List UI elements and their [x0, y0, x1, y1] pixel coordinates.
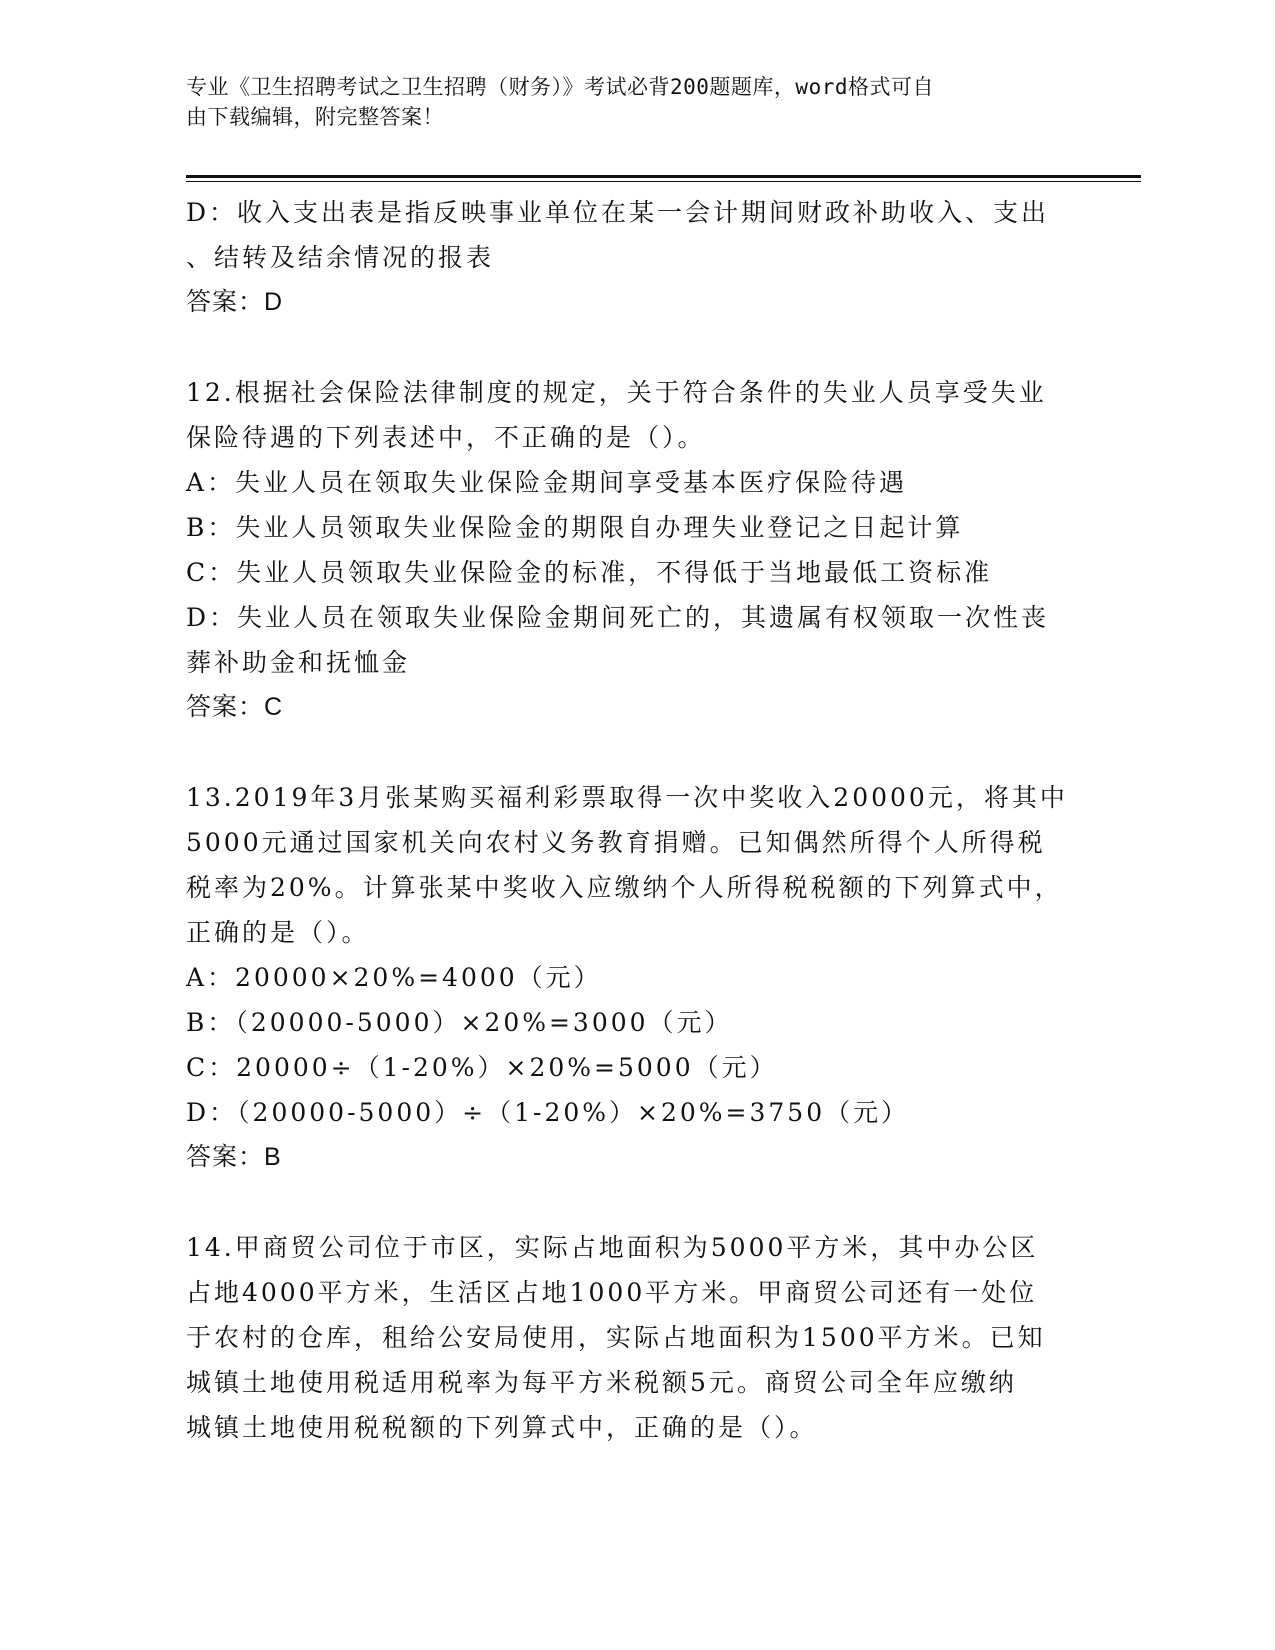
answer-line: 答案：D: [186, 288, 284, 316]
option-c: C：失业人员领取失业保险金的标准，不得低于当地最低工资标准: [186, 558, 993, 587]
question-stem-line-2: 5000元通过国家机关向农村义务教育捐赠。已知偶然所得个人所得税: [186, 828, 1046, 857]
question-stem-line-2: 占地4000平方米，生活区占地1000平方米。甲商贸公司还有一处位: [186, 1278, 1038, 1307]
header-divider-thin: [186, 181, 1141, 182]
question-stem-line-3: 于农村的仓库，租给公安局使用，实际占地面积为1500平方米。已知: [186, 1323, 1046, 1352]
option-a: A：20000×20%=4000（元）: [186, 963, 602, 992]
question-stem-line-5: 城镇土地使用税税额的下列算式中，正确的是（）。: [186, 1413, 818, 1442]
option-b: B：失业人员领取失业保险金的期限自办理失业登记之日起计算: [186, 513, 964, 542]
spacer: [186, 730, 1076, 775]
option-c: C：20000÷（1-20%）×20%=5000（元）: [186, 1053, 778, 1082]
option-a: A：失业人员在领取失业保险金期间享受基本医疗保险待遇: [186, 468, 908, 497]
option-d-line-1: D：收入支出表是指反映事业单位在某一会计期间财政补助收入、支出: [186, 198, 1050, 227]
option-d-line-1: D：失业人员在领取失业保险金期间死亡的，其遗属有权领取一次性丧: [186, 603, 1050, 632]
question-12: [186, 370, 1076, 730]
header-line-1: 专业《卫生招聘考试之卫生招聘（财务）》考试必背200题题库，word格式可自: [186, 75, 934, 99]
header-divider-thick: [186, 175, 1141, 178]
question-stem-line-1: 12.根据社会保险法律制度的规定，关于符合条件的失业人员享受失业: [186, 378, 1047, 407]
question-14: [186, 1225, 1076, 1450]
question-11: [186, 190, 1076, 325]
question-stem-line-1: 13.2019年3月张某购买福利彩票取得一次中奖收入20000元，将其中: [186, 783, 1068, 812]
option-d-line-2: 葬补助金和抚恤金: [186, 648, 411, 677]
question-13: [186, 775, 1076, 1180]
option-d-line-2: 、结转及结余情况的报表: [186, 243, 495, 272]
header-line-2: 由下载编辑，附完整答案！: [186, 105, 444, 129]
spacer: [186, 1180, 1076, 1225]
document-header: [186, 72, 1066, 132]
answer-line: 答案：C: [186, 693, 284, 721]
option-d: D：（20000-5000）÷（1-20%）×20%=3750（元）: [186, 1098, 910, 1127]
question-stem-line-4: 城镇土地使用税适用税率为每平方米税额5元。商贸公司全年应缴纳: [186, 1368, 1017, 1397]
spacer: [186, 325, 1076, 370]
question-stem-line-1: 14.甲商贸公司位于市区，实际占地面积为5000平方米，其中办公区: [186, 1233, 1039, 1262]
answer-line: 答案：B: [186, 1143, 282, 1171]
document-body: [186, 190, 1076, 1450]
question-stem-line-4: 正确的是（）。: [186, 918, 370, 947]
option-b: B：（20000-5000）×20%=3000（元）: [186, 1008, 733, 1037]
question-stem-line-2: 保险待遇的下列表述中，不正确的是（）。: [186, 423, 706, 452]
question-stem-line-3: 税率为20%。计算张某中奖收入应缴纳个人所得税税额的下列算式中，: [186, 873, 1063, 902]
